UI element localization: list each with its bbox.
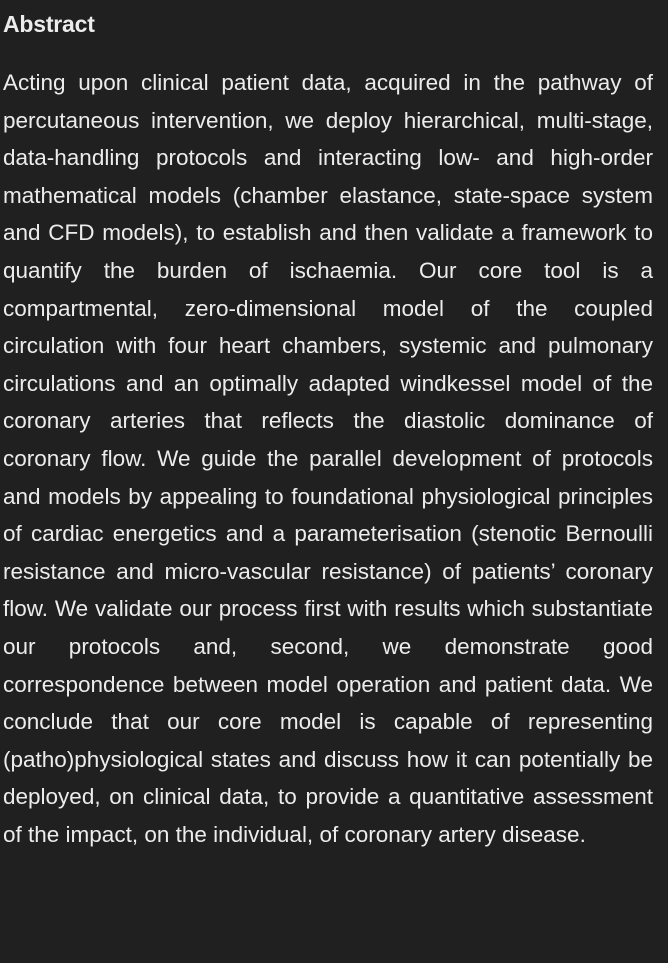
- abstract-heading: Abstract: [3, 11, 95, 37]
- abstract-body: Acting upon clinical patient data, acquired in the pathway of percutaneous intervention, we deploy hierarchical, multi-stage, data-handling protocols and interacting low- and high-order mathematical models (chamber elastance, state-space system and CFD models), to establish and then validate a framework to quantify the burden of ischaemia. Our core tool is a compartmental, zero-dimensional model of the coupled circulation with four heart chambers, systemic and pulmonary circulations and an optimally adapted windkessel model of the coronary arteries that reflects the diastolic dominance of coronary flow. We guide the parallel development of protocols and models by appealing to foundational physiological principles of cardiac energetics and a parameterisation (stenotic Bernoulli resistance and micro-vascular resistance) of patients’ coronary flow. We validate our process first with results which substantiate our protocols and, second, we demonstrate good correspondence between model operation and patient data. We conclude that our core model is capable of representing (patho)physiological states and discuss how it can potentially be deployed, on clinical data, to provide a quantitative assessment of the impact, on the individual, of coronary artery disease.: [3, 70, 653, 847]
